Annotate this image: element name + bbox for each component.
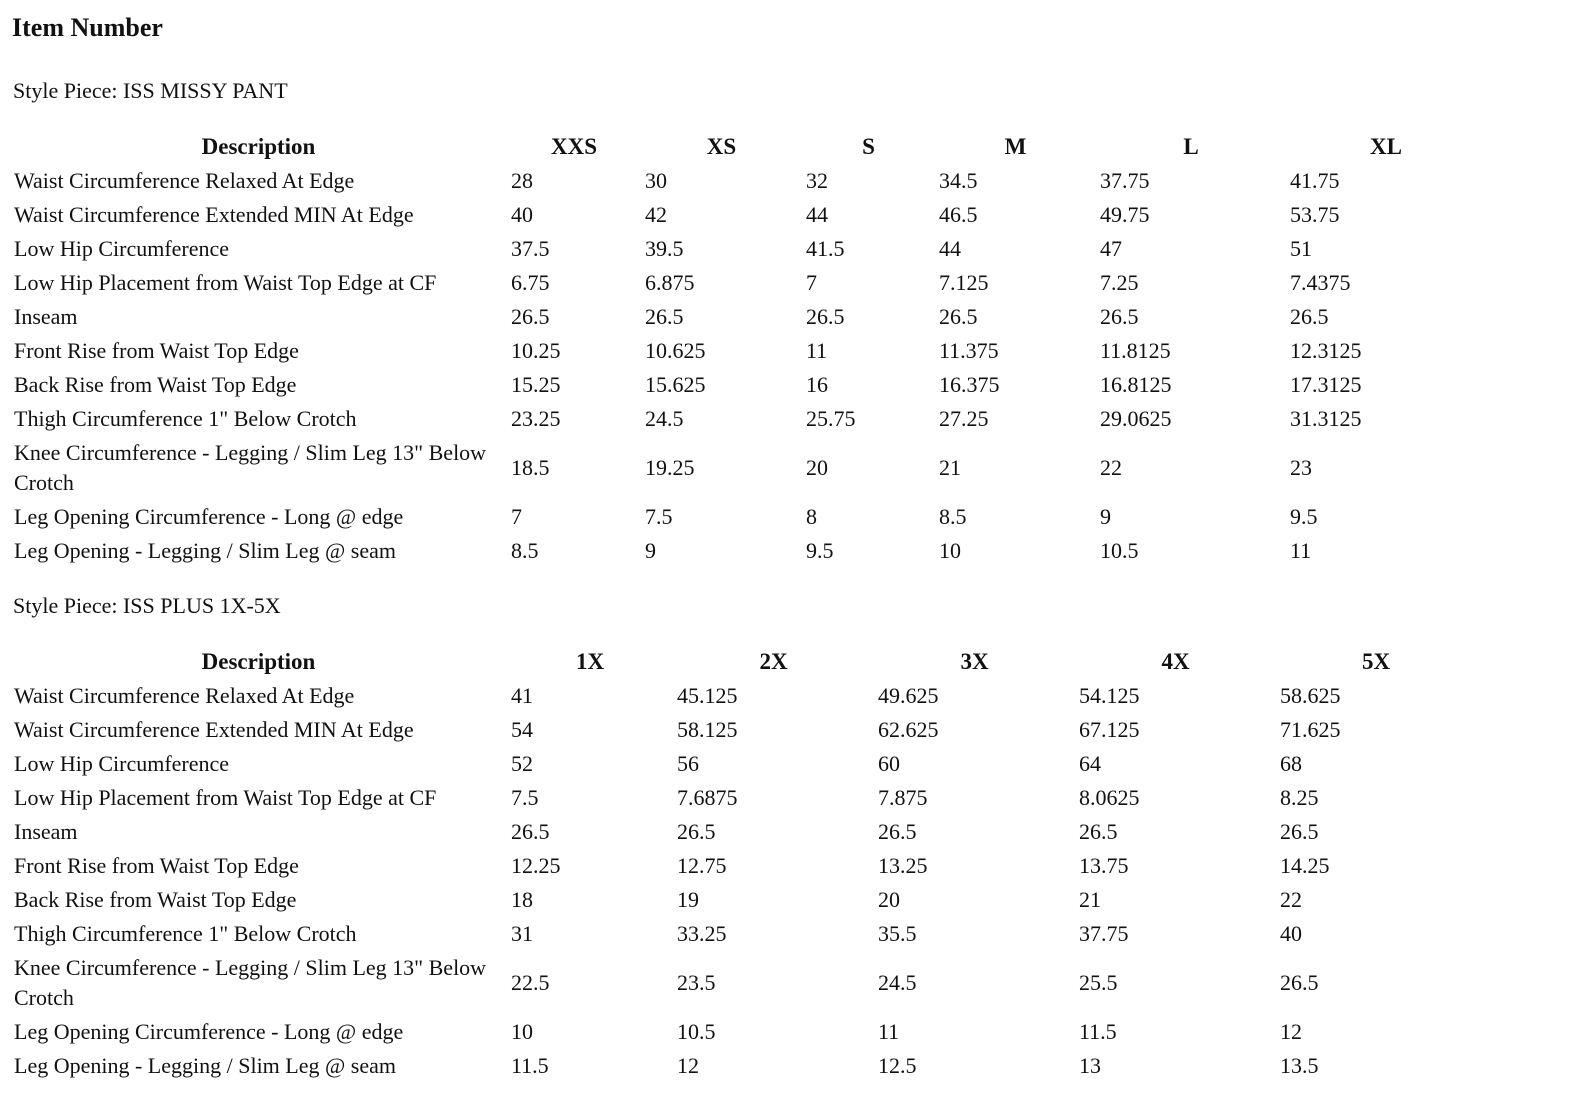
measurement-value: 11.5 [511,1053,549,1078]
measurement-value: 9 [645,538,656,563]
measurement-value: 33.25 [677,921,727,946]
measurement-value: 62.625 [878,717,939,742]
measurement-value: 11 [1290,538,1312,563]
measurement-value: 26.5 [1100,304,1139,329]
measurement-description: Leg Opening - Legging / Slim Leg @ seam [14,538,396,563]
measurement-value: 44 [806,202,828,227]
measurement-value: 58.125 [677,717,738,742]
table-row [10,500,1486,534]
measurement-value: 7.875 [878,785,928,810]
measurement-value: 26.5 [677,819,716,844]
measurement-value: 30 [645,168,667,193]
measurement-value: 26.5 [1079,819,1118,844]
measurement-value: 10.625 [645,338,706,363]
measurement-value: 17.3125 [1290,372,1362,397]
table-header-row [10,130,1486,164]
measurement-value: 26.5 [1280,970,1319,995]
table-row [10,781,1476,815]
table-row [10,917,1476,951]
measurement-value: 51 [1290,236,1312,261]
table-row [10,1049,1476,1083]
measurement-value: 46.5 [939,202,978,227]
measurement-description: Thigh Circumference 1" Below Crotch [14,921,357,946]
column-header-size: M [1004,134,1027,159]
measurement-value: 13.5 [1280,1053,1319,1078]
table-row [10,747,1476,781]
measurement-value: 13 [1079,1053,1101,1078]
measurement-value: 68 [1280,751,1302,776]
measurement-value: 26.5 [511,304,550,329]
measurement-description: Waist Circumference Extended MIN At Edge [14,717,414,742]
measurement-value: 9 [1100,504,1111,529]
measurement-value: 67.125 [1079,717,1140,742]
measurement-value: 21 [939,455,961,480]
measurement-value: 11 [878,1019,900,1044]
measurement-value: 26.5 [806,304,845,329]
measurement-description: Knee Circumference - Legging / Slim Leg 13" Below Crotch [14,955,487,1010]
measurement-value: 8.5 [939,504,967,529]
column-header-size: XL [1370,134,1402,159]
measurement-value: 12.75 [677,853,727,878]
measurement-value: 40 [511,202,533,227]
measurement-value: 8 [806,504,817,529]
table-row [10,849,1476,883]
style-piece-label: Style Piece: ISS PLUS 1X-5X [13,593,281,618]
measurement-value: 26.5 [878,819,917,844]
measurement-value: 54 [511,717,533,742]
measurement-value: 64 [1079,751,1101,776]
measurement-value: 19 [677,887,699,912]
table-row [10,951,1476,1015]
column-header-size: 2X [759,649,788,674]
measurement-value: 13.25 [878,853,928,878]
measurement-description: Knee Circumference - Legging / Slim Leg 13" Below Crotch [14,440,487,495]
measurement-value: 60 [878,751,900,776]
measurement-value: 26.5 [1290,304,1329,329]
measurement-value: 16 [806,372,828,397]
table-row [10,198,1486,232]
measurement-value: 52 [511,751,533,776]
measurement-value: 32 [806,168,828,193]
measurement-value: 42 [645,202,667,227]
measurement-value: 22 [1100,455,1122,480]
measurement-value: 25.75 [806,406,856,431]
measurement-value: 18.5 [511,455,550,480]
measurement-value: 16.8125 [1100,372,1172,397]
column-header-size: 3X [960,649,989,674]
measurement-value: 11.8125 [1100,338,1171,363]
measurement-description: Inseam [14,304,78,329]
measurement-value: 40 [1280,921,1302,946]
measurement-value: 37.75 [1100,168,1150,193]
measurement-value: 27.25 [939,406,989,431]
table-row [10,368,1486,402]
measurement-value: 22 [1280,887,1302,912]
measurement-value: 18 [511,887,533,912]
measurement-value: 23.25 [511,406,561,431]
table-row [10,266,1486,300]
measurement-value: 14.25 [1280,853,1330,878]
measurement-description: Front Rise from Waist Top Edge [14,853,299,878]
measurement-value: 9.5 [1290,504,1318,529]
measurement-value: 37.75 [1079,921,1129,946]
measurement-value: 7 [806,270,817,295]
measurement-value: 8.5 [511,538,539,563]
measurement-value: 24.5 [645,406,684,431]
table-header-row [10,645,1476,679]
table-row [10,815,1476,849]
table-row [10,1015,1476,1049]
column-header-size: 1X [575,649,605,674]
measurement-value: 11.375 [939,338,999,363]
measurement-value: 15.625 [645,372,706,397]
measurement-value: 10.5 [1100,538,1139,563]
measurement-value: 41 [511,683,533,708]
table-row [10,300,1486,334]
measurement-value: 22.5 [511,970,550,995]
measurement-description: Thigh Circumference 1" Below Crotch [14,406,357,431]
column-header-size: 5X [1361,649,1391,674]
measurement-value: 56 [677,751,699,776]
measurement-value: 8.0625 [1079,785,1140,810]
measurement-value: 12 [677,1053,699,1078]
column-header-size: XS [706,134,737,159]
table-row [10,402,1486,436]
measurement-description: Low Hip Placement from Waist Top Edge at CF [14,270,437,295]
measurement-value: 35.5 [878,921,917,946]
measurement-description: Waist Circumference Relaxed At Edge [14,168,355,193]
measurement-value: 26.5 [511,819,550,844]
column-header-size: S [862,134,875,159]
measurement-value: 7.125 [939,270,989,295]
measurement-value: 41.5 [806,236,845,261]
measurement-value: 37.5 [511,236,550,261]
measurement-value: 10 [511,1019,533,1044]
table-row [10,534,1486,568]
measurement-value: 6.75 [511,270,550,295]
measurement-value: 13.75 [1079,853,1129,878]
column-header-size: XXS [550,134,597,159]
measurement-description: Waist Circumference Relaxed At Edge [14,683,355,708]
measurement-value: 21 [1079,887,1101,912]
measurement-description: Leg Opening Circumference - Long @ edge [14,1019,404,1044]
style-piece-label: Style Piece: ISS MISSY PANT [13,78,288,103]
measurement-value: 26.5 [1280,819,1319,844]
measurement-value: 58.625 [1280,683,1341,708]
measurement-value: 25.5 [1079,970,1118,995]
measurement-value: 7.25 [1100,270,1139,295]
measurement-value: 71.625 [1280,717,1341,742]
measurement-value: 10.5 [677,1019,716,1044]
measurement-value: 6.875 [645,270,695,295]
measurement-value: 49.625 [878,683,939,708]
table-row [10,713,1476,747]
measurement-value: 11.5 [1079,1019,1117,1044]
measurement-value: 54.125 [1079,683,1140,708]
column-header-description: Description [201,134,316,159]
measurement-description: Low Hip Circumference [14,236,230,261]
measurement-value: 20 [806,455,828,480]
measurement-description: Inseam [14,819,78,844]
measurement-value: 47 [1100,236,1122,261]
measurement-description: Leg Opening - Legging / Slim Leg @ seam [14,1053,396,1078]
measurement-description: Waist Circumference Extended MIN At Edge [14,202,414,227]
column-header-size: 4X [1161,649,1190,674]
measurement-value: 24.5 [878,970,917,995]
missy-size-spec-table [10,130,1486,568]
measurement-value: 31.3125 [1290,406,1362,431]
column-header-description: Description [201,649,316,674]
measurement-value: 53.75 [1290,202,1340,227]
table-row [10,334,1486,368]
measurement-value: 16.375 [939,372,1000,397]
measurement-value: 19.25 [645,455,695,480]
measurement-value: 12 [1280,1019,1302,1044]
measurement-value: 31 [511,921,533,946]
measurement-value: 15.25 [511,372,561,397]
measurement-value: 9.5 [806,538,834,563]
measurement-value: 7.6875 [677,785,738,810]
measurement-value: 10 [939,538,961,563]
measurement-value: 12.25 [511,853,561,878]
table-row [10,164,1486,198]
measurement-value: 44 [939,236,961,261]
measurement-description: Front Rise from Waist Top Edge [14,338,299,363]
plus-size-spec-table [10,645,1476,1083]
measurement-value: 12.3125 [1290,338,1362,363]
measurement-description: Back Rise from Waist Top Edge [14,372,297,397]
measurement-value: 7.5 [645,504,673,529]
measurement-value: 26.5 [939,304,978,329]
table-row [10,679,1476,713]
page-title: Item Number [12,13,163,42]
measurement-value: 7.5 [511,785,539,810]
measurement-value: 23.5 [677,970,716,995]
column-header-size: L [1183,134,1199,159]
measurement-value: 7 [511,504,522,529]
measurement-value: 8.25 [1280,785,1319,810]
measurement-value: 29.0625 [1100,406,1172,431]
measurement-description: Low Hip Placement from Waist Top Edge at CF [14,785,437,810]
measurement-value: 12.5 [878,1053,917,1078]
measurement-description: Low Hip Circumference [14,751,230,776]
table-row [10,883,1476,917]
table-row [10,232,1486,266]
measurement-value: 26.5 [645,304,684,329]
measurement-value: 23 [1290,455,1312,480]
measurement-description: Back Rise from Waist Top Edge [14,887,297,912]
measurement-description: Leg Opening Circumference - Long @ edge [14,504,404,529]
measurement-value: 7.4375 [1290,270,1351,295]
measurement-value: 41.75 [1290,168,1340,193]
measurement-value: 34.5 [939,168,978,193]
measurement-value: 28 [511,168,533,193]
measurement-value: 10.25 [511,338,561,363]
measurement-value: 45.125 [677,683,738,708]
measurement-value: 20 [878,887,900,912]
measurement-value: 11 [806,338,828,363]
measurement-value: 49.75 [1100,202,1150,227]
table-row [10,436,1486,500]
measurement-value: 39.5 [645,236,684,261]
